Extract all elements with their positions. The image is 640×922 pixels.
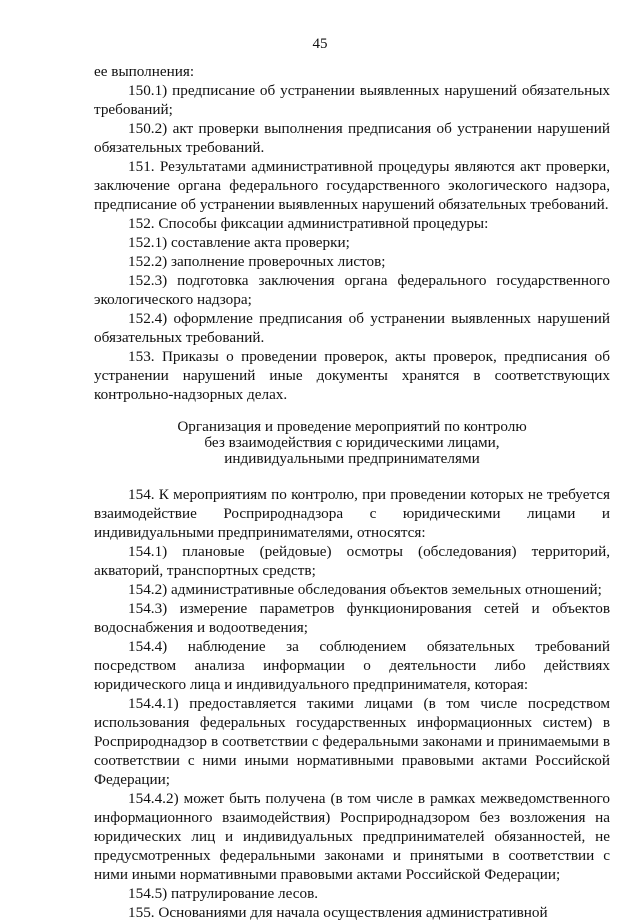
paragraph: 150.1) предписание об устранении выявленных нарушений обязательных требований; [94, 82, 610, 118]
paragraph: 152.2) заполнение проверочных листов; [128, 253, 386, 270]
page-number: 45 [312, 36, 328, 52]
section-heading [94, 419, 610, 467]
paragraph: 154.1) плановые (рейдовые) осмотры (обследования) территорий, акваторий, транспортных средств; [94, 543, 610, 579]
paragraph: 151. Результатами административной процедуры являются акт проверки, заключение органа федерального государственного экологического надзора, предписание об устранении выявленных нарушений обязательных требований. [94, 158, 610, 213]
paragraph: 154.2) административные обследования объектов земельных отношений; [128, 581, 602, 598]
paragraph: ее выполнения: [94, 63, 195, 80]
paragraph: 152.3) подготовка заключения органа федерального государственного экологического надзора; [94, 272, 610, 308]
paragraph: 153. Приказы о проведении проверок, акты проверок, предписания об устранении нарушений иные документы хранятся в соответствующих контрольно-надзорных делах. [94, 348, 610, 403]
paragraph: 154. К мероприятиям по контролю, при проведении которых не требуется взаимодействие Росприроднадзора с юридическими лицами и индивидуальными предпринимателями, относятся: [94, 486, 610, 541]
paragraph: 150.2) акт проверки выполнения предписания об устранении нарушений обязательных требований. [94, 120, 610, 156]
section-heading-line: Организация и проведение мероприятий по контролю [177, 418, 527, 435]
paragraph: 152.1) составление акта проверки; [128, 234, 350, 251]
paragraphs-top [94, 62, 610, 404]
paragraph: 152.4) оформление предписания об устранении выявленных нарушений обязательных требований. [94, 310, 610, 346]
paragraph: 152. Способы фиксации административной процедуры: [128, 215, 489, 232]
paragraph: 154.4.1) предоставляется такими лицами (в том числе посредством использования федеральных государственных информационных систем) в Росприроднадзор в соответствии с федеральными законами и принимаемыми в соответствии с ними иными нормативными правовыми актами Российской Федерации; [94, 695, 610, 788]
document-body [94, 62, 610, 922]
paragraph: 154.5) патрулирование лесов. [128, 885, 319, 902]
section-heading-line: индивидуальными предпринимателями [224, 450, 480, 467]
paragraph: 154.4) наблюдение за соблюдением обязательных требований посредством анализа информации о деятельности либо действиях юридического лица и индивидуального предпринимателя, которая: [94, 638, 610, 693]
paragraph: 154.3) измерение параметров функционирования сетей и объектов водоснабжения и водоотведения; [94, 600, 610, 636]
section-heading-line: без взаимодействия с юридическими лицами, [204, 434, 500, 451]
paragraph: 155. Основаниями для начала осуществления административной [128, 904, 548, 921]
paragraphs-bottom [94, 485, 610, 922]
paragraph: 154.4.2) может быть получена (в том числе в рамках межведомственного информационного взаимодействия) Росприроднадзором без возложения на юридических лиц и индивидуальных предпринимателей обязанностей, не предусмотренных федеральными законами и принятыми в соответствии с ними иными нормативными правовыми актами Российской Федерации; [94, 790, 610, 883]
